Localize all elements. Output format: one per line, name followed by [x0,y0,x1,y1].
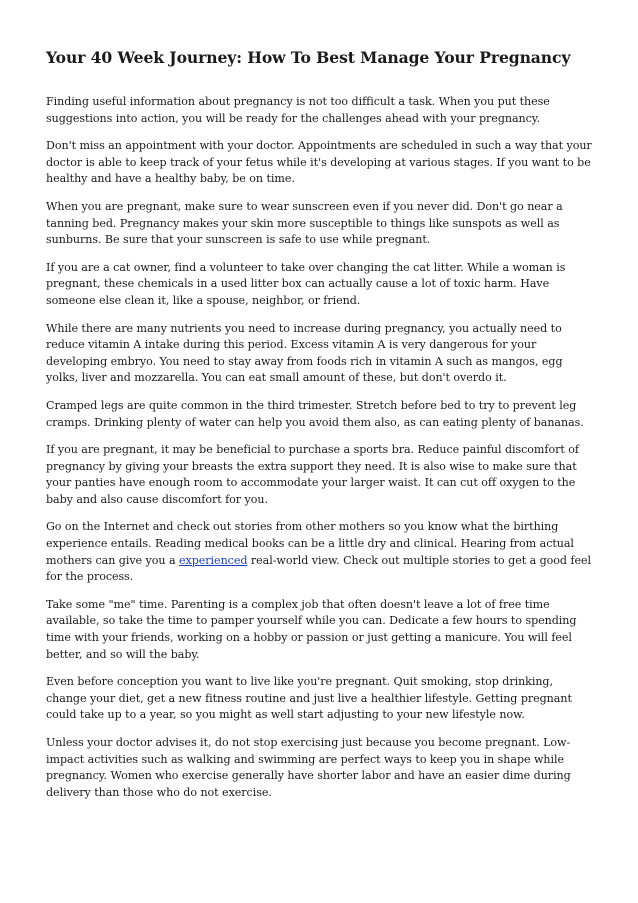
paragraph-5: While there are many nutrients you need to increase during pregnancy, you actually need to reduce vitamin A intake during this period. Excess vitamin A is very dangerous for your developing embryo. You need to stay away from foods rich in vitamin A such as mangos, egg yolks, liver and mozzarella. You can eat small amount of these, but don't overdo it. [46,321,563,385]
paragraph-8-text-before: Go on the Internet and check out stories from other mothers so you know what the birthing experience entails. Reading medical books can be a little dry and clinical. Hearing from actual mothers can give you a [46,520,574,567]
paragraph-4: If you are a cat owner, find a volunteer to take over changing the cat litter. While a woman is pregnant, these chemicals in a used litter box can actually cause a lot of toxic harm. Have someone else clean it, like a spouse, neighbor, or friend. [46,260,566,307]
document-page [46,48,596,812]
paragraph-8-text-after: real-world view. Check out multiple stories to get a good feel for the process. [46,553,592,584]
paragraph-6: Cramped legs are quite common in the third trimester. Stretch before bed to try to prevent leg cramps. Drinking plenty of water can help you avoid them also, as can eating plenty of bananas. [46,398,584,429]
document-title: Your 40 Week Journey: How To Best Manage Your Pregnancy [46,48,571,67]
paragraph-11: Unless your doctor advises it, do not stop exercising just because you become pregnant. Low-impact activities such as walking and swimming are perfect ways to keep you in shape while pregnancy. Women who exercise generally have shorter labor and have an easier dime during delivery than those who do not exercise. [46,736,571,799]
paragraph-7: If you are pregnant, it may be beneficial to purchase a sports bra. Reduce painful discomfort of pregnancy by giving your breasts the extra support they need. It is also wise to make sure that your panties have enough room to accommodate your larger waist. It can cut off oxygen to the baby and also cause discomfort for you. [46,443,579,506]
paragraph-9: Take some "me" time. Parenting is a complex job that often doesn't leave a lot of free time available, so take the time to pamper yourself while you can. Dedicate a few hours to spending time with your friends, working on a hobby or passion or just getting a manicure. You will feel better, and so will the baby. [46,597,577,661]
paragraph-1: Finding useful information about pregnancy is not too difficult a task. When you put these suggestions into action, you will be ready for the challenges ahead with your pregnancy. [46,95,550,125]
experienced-link[interactable]: experienced [179,553,248,567]
paragraph-8 [46,519,596,585]
paragraph-2: Don't miss an appointment with your doctor. Appointments are scheduled in such a way that your doctor is able to keep track of your fetus while it's developing at various stages. If you want to be healthy and have a healthy baby, be on time. [46,139,592,186]
paragraph-3: When you are pregnant, make sure to wear sunscreen even if you never did. Don't go near a tanning bed. Pregnancy makes your skin more susceptible to things like sunspots as well as sunburns. Be sure that your sunscreen is safe to use while pregnant. [46,199,563,247]
paragraph-10: Even before conception you want to live like you're pregnant. Quit smoking, stop drinking, change your diet, get a new fitness routine and just live a healthier lifestyle. Getting pregnant could take up to a year, so you might as well start adjusting to your new lifestyle now. [46,675,572,722]
